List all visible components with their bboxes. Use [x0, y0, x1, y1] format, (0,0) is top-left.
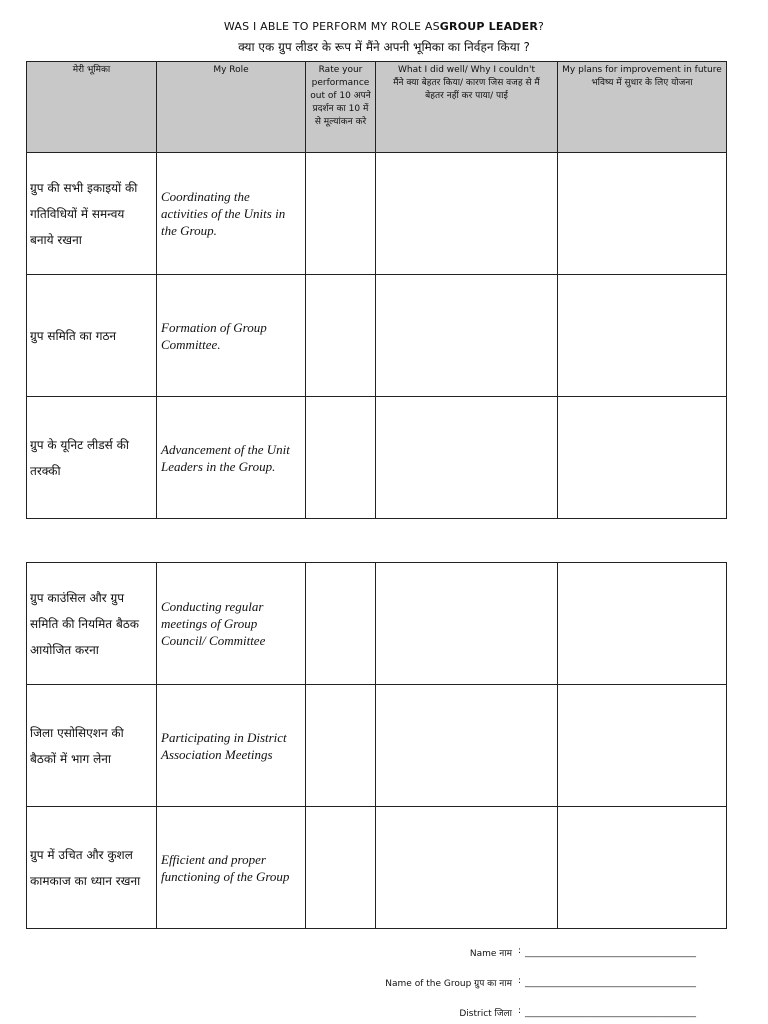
- name-field[interactable]: ______________________________________: [525, 948, 696, 958]
- group-separator: :: [518, 976, 522, 986]
- district-field[interactable]: ______________________________________: [525, 1008, 696, 1018]
- plans-cell[interactable]: [558, 685, 727, 807]
- header-did-well: What I did well/ Why I couldn't मैंने क्या बेहतर किया/ कारण जिस वजह से मैं बेहतर नहीं कर पाया/ पाई: [376, 62, 558, 153]
- table-row: [27, 397, 727, 519]
- title-prefix: WAS I ABLE TO PERFORM MY ROLE AS: [223, 20, 440, 33]
- title-suffix: ?: [538, 20, 545, 33]
- role-english-cell: Advancement of the Unit Leaders in the Group.: [157, 397, 306, 519]
- table-row: [27, 807, 727, 929]
- name-separator: :: [518, 946, 522, 956]
- rating-cell[interactable]: [306, 685, 376, 807]
- header-rating: Rate your performance out of 10 अपने प्रदर्शन का 10 में से मूल्यांकन करे: [306, 62, 376, 153]
- role-hindi-cell: ग्रुप समिति का गठन: [27, 275, 157, 397]
- district-label: District जिला: [459, 1009, 512, 1019]
- plans-cell[interactable]: [558, 563, 727, 685]
- role-english-cell: Participating in District Association Meetings: [157, 685, 306, 807]
- group-name-label: Name of the Group ग्रुप का नाम: [385, 979, 512, 989]
- did-well-cell[interactable]: [376, 397, 558, 519]
- did-well-cell[interactable]: [376, 563, 558, 685]
- table-row: [27, 563, 727, 685]
- header-plans: My plans for improvement in future भविष्य में सुधार के लिए योजना: [558, 62, 727, 153]
- plans-cell[interactable]: [558, 275, 727, 397]
- role-english-cell: Formation of Group Committee.: [157, 275, 306, 397]
- role-hindi-cell: जिला एसोसिएशन की बैठकों में भाग लेना: [27, 685, 157, 807]
- plans-cell[interactable]: [558, 807, 727, 929]
- header-hindi-role: मेरी भूमिका: [27, 62, 157, 153]
- table-row: [27, 275, 727, 397]
- role-hindi-cell: ग्रुप की सभी इकाइयों की गतिविधियों में समन्वय बनाये रखना: [27, 153, 157, 275]
- role-hindi-cell: ग्रुप काउंसिल और ग्रुप समिति की नियमित बैठक आयोजित करना: [27, 563, 157, 685]
- page-title-hindi: क्या एक ग्रुप लीडर के रूप में मैंने अपनी भूमिका का निर्वहन किया ?: [238, 40, 530, 54]
- role-hindi-cell: ग्रुप में उचित और कुशल कामकाज का ध्यान रखना: [27, 807, 157, 929]
- rating-cell[interactable]: [306, 563, 376, 685]
- table-row: [27, 153, 727, 275]
- name-label: Name नाम: [469, 949, 512, 959]
- plans-cell[interactable]: [558, 397, 727, 519]
- role-hindi-cell: ग्रुप के यूनिट लीडर्स की तरक्की: [27, 397, 157, 519]
- table-row: [27, 685, 727, 807]
- role-english-cell: Efficient and proper functioning of the Group: [157, 807, 306, 929]
- did-well-cell[interactable]: [376, 275, 558, 397]
- role-english-cell: Coordinating the activities of the Units in the Group.: [157, 153, 306, 275]
- role-english-cell: Conducting regular meetings of Group Council/ Committee: [157, 563, 306, 685]
- header-my-role: My Role: [157, 62, 306, 153]
- rating-cell[interactable]: [306, 153, 376, 275]
- table-header-row: [27, 62, 727, 153]
- group-name-field[interactable]: ______________________________________: [525, 978, 696, 988]
- did-well-cell[interactable]: [376, 807, 558, 929]
- rating-cell[interactable]: [306, 275, 376, 397]
- did-well-cell[interactable]: [376, 153, 558, 275]
- plans-cell[interactable]: [558, 153, 727, 275]
- rating-cell[interactable]: [306, 807, 376, 929]
- rating-cell[interactable]: [306, 397, 376, 519]
- title-role: GROUP LEADER: [439, 20, 539, 33]
- page-title: [0, 20, 768, 33]
- role-table-1: [26, 61, 727, 519]
- role-table-2: [26, 562, 727, 929]
- did-well-cell[interactable]: [376, 685, 558, 807]
- district-separator: :: [518, 1006, 522, 1016]
